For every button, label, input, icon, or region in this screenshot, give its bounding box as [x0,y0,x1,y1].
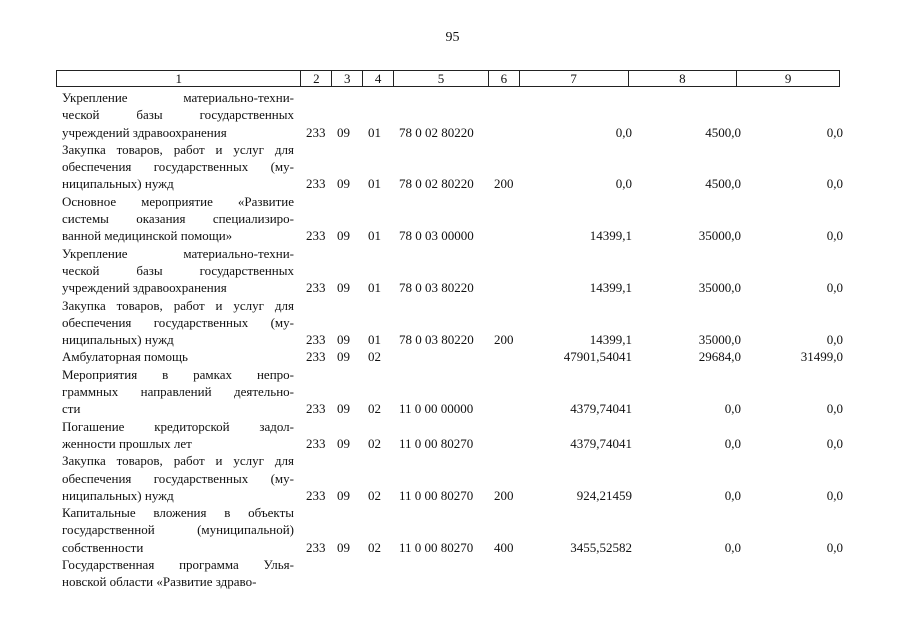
description-line: женности прошлых лет [62,435,192,451]
description-line: Укрепление материально-техни- [62,90,294,105]
description-line: новской области «Развитие здраво- [62,574,257,590]
amount-col8: 0,0 [724,435,741,451]
description-line: ванной медицинской помощи» [62,228,233,244]
ministry-code: 233 [306,280,326,296]
target-article-code: 78 0 02 80220 [399,176,474,192]
section-code: 09 [337,487,350,503]
section-code: 09 [337,349,350,365]
table-row [0,89,905,141]
description-line: учреждений здравоохранения [62,124,227,140]
table-header-row [56,70,840,87]
description-line: ниципальных) нужд [62,176,174,192]
target-article-code: 78 0 03 80220 [399,332,474,348]
table-row [0,193,905,245]
subsection-code: 01 [368,176,381,192]
table-row [0,245,905,297]
column-header-5: 5 [394,71,489,86]
budget-table-body [0,89,905,591]
ministry-code: 233 [306,124,326,140]
section-code: 09 [337,280,350,296]
ministry-code: 233 [306,487,326,503]
ministry-code: 233 [306,176,326,192]
description-line: Капитальные вложения в объекты [62,505,294,521]
description-line: Закупка товаров, работ и услуг для [62,141,294,157]
target-article-code: 11 0 00 80270 [399,435,474,451]
target-article-code: 11 0 00 80270 [399,487,474,503]
amount-col7: 14399,1 [589,332,632,348]
expense-type-code: 200 [494,332,514,348]
description-line: Закупка товаров, работ и услуг для [62,297,294,313]
description-line: граммных направлений деятельно- [62,384,294,400]
page-number: 95 [445,30,460,45]
subsection-code: 02 [368,401,381,417]
row-description [62,366,294,418]
amount-col7: 924,21459 [576,487,632,503]
section-code: 09 [337,401,350,417]
amount-col7: 0,0 [615,124,632,140]
amount-col8: 35000,0 [698,228,741,244]
description-line: государственной (муниципальной) [62,522,294,538]
description-line: обеспечения государственных (му- [62,470,294,486]
target-article-code: 78 0 03 00000 [399,228,474,244]
column-header-6: 6 [489,71,520,86]
description-line: ниципальных) нужд [62,487,174,503]
amount-col8: 4500,0 [705,124,741,140]
amount-col7: 3455,52582 [570,539,632,555]
amount-col9: 0,0 [826,487,843,503]
table-row [0,141,905,193]
row-description [62,556,294,591]
subsection-code: 02 [368,349,381,365]
amount-col8: 0,0 [724,487,741,503]
description-line: сти [62,401,81,417]
description-line: системы оказания специализиро- [62,211,294,227]
amount-col7: 4379,74041 [570,435,632,451]
amount-col8: 0,0 [724,539,741,555]
amount-col7: 14399,1 [589,280,632,296]
subsection-code: 01 [368,124,381,140]
column-header-3: 3 [332,71,363,86]
target-article-code: 11 0 00 00000 [399,401,474,417]
description-line: Мероприятия в рамках непро- [62,366,294,382]
ministry-code: 233 [306,332,326,348]
column-header-2: 2 [301,71,332,86]
target-article-code: 11 0 00 80270 [399,539,474,555]
subsection-code: 01 [368,332,381,348]
description-line: ниципальных) нужд [62,332,174,348]
table-row [0,504,905,556]
subsection-code: 01 [368,228,381,244]
table-row [0,366,905,418]
amount-col9: 0,0 [826,332,843,348]
description-line: Основное мероприятие «Развитие [62,193,294,209]
section-code: 09 [337,176,350,192]
section-code: 09 [337,435,350,451]
amount-col8: 4500,0 [705,176,741,192]
ministry-code: 233 [306,228,326,244]
amount-col7: 0,0 [615,176,632,192]
description-line: обеспечения государственных (му- [62,159,294,175]
subsection-code: 01 [368,280,381,296]
amount-col9: 0,0 [826,401,843,417]
table-row [0,556,905,591]
row-description [62,193,294,245]
amount-col7: 4379,74041 [570,401,632,417]
section-code: 09 [337,332,350,348]
description-line: собственности [62,539,144,555]
amount-col9: 0,0 [826,539,843,555]
column-header-4: 4 [363,71,394,86]
row-description [62,418,294,453]
section-code: 09 [337,124,350,140]
expense-type-code: 400 [494,539,514,555]
description-line: Амбулаторная помощь [62,349,188,365]
expense-type-code: 200 [494,176,514,192]
amount-col8: 35000,0 [698,280,741,296]
row-description [62,89,294,141]
row-description [62,452,294,504]
column-header-8: 8 [629,71,738,86]
target-article-code: 78 0 02 80220 [399,124,474,140]
column-header-9: 9 [784,71,792,86]
subsection-code: 02 [368,487,381,503]
amount-col7: 14399,1 [589,228,632,244]
amount-col9: 0,0 [826,280,843,296]
ministry-code: 233 [306,435,326,451]
description-line: ческой базы государственных [62,107,294,123]
ministry-code: 233 [306,401,326,417]
ministry-code: 233 [306,539,326,555]
description-line: ческой базы государственных [62,262,294,278]
row-description [62,297,294,349]
description-line: учреждений здравоохранения [62,280,227,296]
description-line: Государственная программа Улья- [62,557,294,573]
amount-col9: 0,0 [826,435,843,451]
description-line: обеспечения государственных (му- [62,314,294,330]
column-header-1: 1 [57,71,301,86]
table-row [0,348,905,365]
row-description [62,141,294,193]
amount-col9: 31499,0 [800,349,843,365]
table-row [0,418,905,453]
amount-col9: 0,0 [826,228,843,244]
description-line: Закупка товаров, работ и услуг для [62,453,294,469]
row-description [62,245,294,297]
amount-col9: 0,0 [826,176,843,192]
amount-col8: 35000,0 [698,332,741,348]
description-line: Укрепление материально-техни- [62,245,294,261]
description-line: Погашение кредиторской задол- [62,418,294,434]
table-row [0,297,905,349]
amount-col8: 29684,0 [698,349,741,365]
section-code: 09 [337,539,350,555]
ministry-code: 233 [306,349,326,365]
subsection-code: 02 [368,435,381,451]
amount-col8: 0,0 [724,401,741,417]
amount-col7: 47901,54041 [563,349,632,365]
section-code: 09 [337,228,350,244]
subsection-code: 02 [368,539,381,555]
amount-col9: 0,0 [826,124,843,140]
expense-type-code: 200 [494,487,514,503]
target-article-code: 78 0 03 80220 [399,280,474,296]
table-row [0,452,905,504]
column-header-7: 7 [520,71,629,86]
row-description [62,348,294,365]
row-description [62,504,294,556]
